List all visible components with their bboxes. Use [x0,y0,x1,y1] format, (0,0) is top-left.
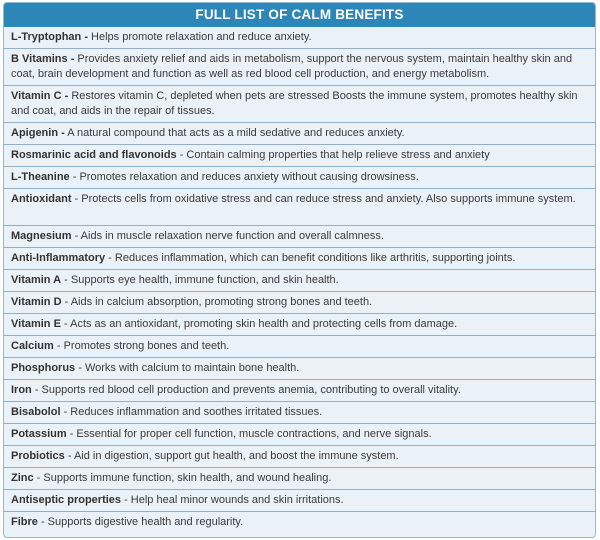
benefit-description: - Essential for proper cell function, muscle contractions, and nerve signals. [66,428,432,440]
benefit-row [4,27,595,49]
benefit-row [4,446,595,468]
benefit-name: Iron [11,384,32,396]
benefit-description: A natural compound that acts as a mild sedative and reduces anxiety. [64,127,405,139]
benefit-row [4,189,595,226]
benefit-row [4,226,595,248]
benefit-name: Vitamin A [11,274,62,286]
benefit-name: Bisabolol [11,406,61,418]
benefits-panel [3,2,596,538]
benefit-description: Restores vitamin C, depleted when pets are stressed Boosts the immune system, promotes healthy skin and coat, and aids in the repair of tissues. [11,90,578,117]
benefit-name: Rosmarinic acid and flavonoids [11,149,177,161]
benefit-name: Magnesium [11,230,72,242]
benefits-list [4,27,595,534]
benefit-row [4,86,595,123]
benefit-name: Vitamin E [11,318,61,330]
benefit-name: Antiseptic properties [11,494,122,506]
benefit-description: - Protects cells from oxidative stress and can reduce stress and anxiety. Also supports immune system. [71,193,576,205]
benefit-row [4,358,595,380]
benefit-description: - Works with calcium to maintain bone health. [75,362,300,374]
benefit-description: - Supports immune function, skin health, and wound healing. [33,472,332,484]
benefit-description: - Supports digestive health and regularity. [37,516,244,528]
benefit-name: Fibre [11,516,38,528]
benefit-row [4,380,595,402]
benefit-description: - Supports red blood cell production and prevents anemia, contributing to overall vitality. [31,384,461,396]
benefit-row [4,468,595,490]
benefit-name: Antioxidant [11,193,72,205]
benefit-name: B Vitamins - [11,53,75,65]
benefit-row [4,292,595,314]
benefit-name: Phosphorus [11,362,76,374]
benefit-description: - Aid in digestion, support gut health, and boost the immune system. [64,450,399,462]
benefit-row [4,336,595,358]
benefit-row [4,248,595,270]
benefit-description: - Promotes strong bones and teeth. [53,340,230,352]
benefit-description: - Promotes relaxation and reduces anxiety without causing drowsiness. [69,171,419,183]
benefit-row [4,145,595,167]
benefit-name: Probiotics [11,450,65,462]
benefit-row [4,167,595,189]
benefit-row [4,123,595,145]
benefit-description: Helps promote relaxation and reduce anxiety. [88,31,312,43]
benefit-row [4,490,595,512]
benefit-name: Zinc [11,472,34,484]
benefit-name: L-Tryptophan - [11,31,88,43]
benefit-description: - Aids in muscle relaxation nerve function and overall calmness. [71,230,384,242]
panel-title: FULL LIST OF CALM BENEFITS [4,3,595,27]
benefit-name: Vitamin C - [11,90,69,102]
benefit-name: Calcium [11,340,54,352]
benefit-name: Vitamin D [11,296,62,308]
benefit-description: - Reduces inflammation, which can benefit conditions like arthritis, supporting joints. [105,252,516,264]
benefit-row [4,49,595,86]
benefit-row [4,512,595,534]
benefit-description: - Aids in calcium absorption, promoting strong bones and teeth. [61,296,373,308]
benefit-description: Provides anxiety relief and aids in metabolism, support the nervous system, maintain healthy skin and coat, brain development and function as well as red blood cell production, and energy metabolism. [11,53,573,80]
benefit-row [4,424,595,446]
benefit-name: L-Theanine [11,171,70,183]
benefit-description: - Contain calming properties that help relieve stress and anxiety [176,149,490,161]
benefit-description: - Reduces inflammation and soothes irritated tissues. [60,406,323,418]
benefit-description: - Help heal minor wounds and skin irritations. [121,494,344,506]
benefit-name: Apigenin - [11,127,65,139]
benefit-description: - Acts as an antioxidant, promoting skin health and protecting cells from damage. [60,318,458,330]
benefit-row [4,402,595,424]
benefit-name: Anti-Inflammatory [11,252,106,264]
benefit-row [4,314,595,336]
benefit-description: - Supports eye health, immune function, and skin health. [61,274,339,286]
benefit-name: Potassium [11,428,67,440]
benefit-row [4,270,595,292]
